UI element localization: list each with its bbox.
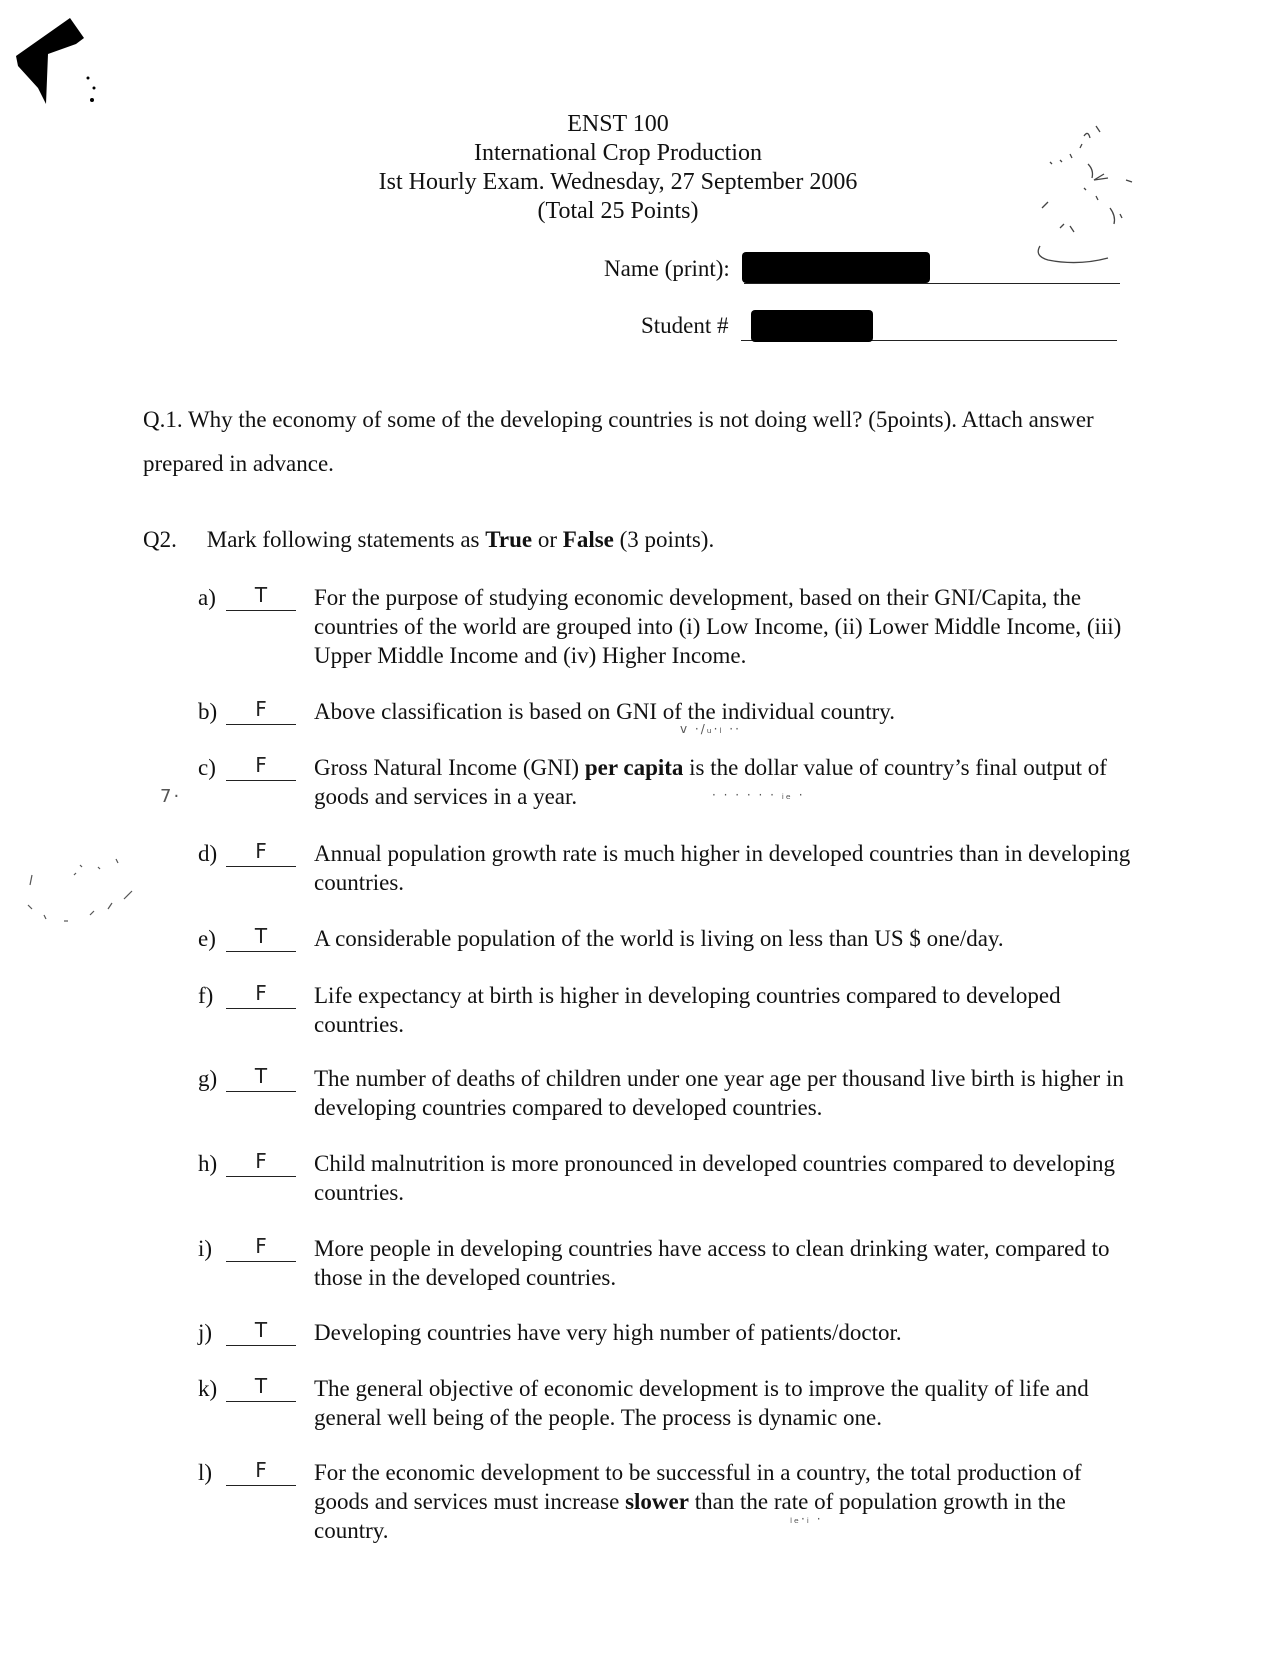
statement-text: Child malnutrition is more pronounced in developed countries compared to developing countries. (314, 1151, 1115, 1205)
statement-text-bold: slower (625, 1489, 689, 1514)
exam-info: Ist Hourly Exam. Wednesday, 27 September 2006 (378, 169, 858, 195)
question-2-heading (143, 527, 714, 553)
item-label: i) (198, 1236, 213, 1261)
answer-blank[interactable]: T (226, 924, 296, 952)
statement-text-end: is the dollar value of country’s final output of goods and services in a year. (314, 755, 1107, 809)
q2-false-word: False (562, 527, 614, 552)
answer-blank[interactable]: T (226, 1318, 296, 1346)
handwritten-note-c: · · · · · · ᵢₑ · (712, 788, 805, 802)
item-label: g) (198, 1066, 218, 1091)
total-points: (Total 25 Points) (537, 198, 699, 224)
item-label: d) (198, 841, 218, 866)
statement-text: More people in developing countries have access to clean drinking water, compared to those in the developed countries. (314, 1236, 1110, 1290)
answer-blank[interactable]: F (226, 697, 296, 725)
statement-text: Developing countries have very high number of patients/doctor. (314, 1320, 902, 1345)
student-number-redaction (751, 310, 873, 342)
student-number-label: Student # (641, 313, 729, 338)
margin-note-c: 7· (160, 786, 182, 807)
item-label: a) (198, 585, 216, 610)
name-label: Name (print): (604, 256, 730, 281)
answer-blank[interactable]: F (226, 1458, 296, 1486)
item-label: e) (198, 926, 216, 951)
item-label: c) (198, 755, 216, 780)
answer-blank[interactable]: T (226, 583, 296, 611)
course-code: ENST 100 (567, 111, 669, 137)
statement-text: The general objective of economic development is to improve the quality of life and general well being of the people. The process is dynamic one. (314, 1376, 1089, 1430)
answer-blank[interactable]: F (226, 753, 296, 781)
item-label: k) (198, 1376, 218, 1401)
statement-text (314, 1458, 1134, 1545)
q1-number: Q.1. (143, 407, 183, 432)
answer-blank[interactable]: T (226, 1064, 296, 1092)
margin-scribble (20, 855, 140, 945)
answer-blank[interactable]: F (226, 1149, 296, 1177)
name-redaction (742, 252, 930, 283)
q2-prefix: Mark following statements as (206, 527, 480, 552)
item-label: l) (198, 1460, 213, 1485)
q2-true-word: True (485, 527, 533, 552)
item-label: f) (198, 983, 214, 1008)
scanner-corner-mark (8, 8, 98, 108)
statement-text-end: than the rate of population growth in the country. (314, 1489, 1066, 1543)
student-number-field (641, 313, 1121, 343)
statement-text: Life expectancy at birth is higher in developing countries compared to developed countries. (314, 983, 1061, 1037)
answer-blank[interactable]: F (226, 839, 296, 867)
q2-suffix: (3 points). (619, 527, 715, 552)
answer-blank[interactable]: F (226, 981, 296, 1009)
statement-text-bold: per capita (584, 755, 684, 780)
item-label: j) (198, 1320, 213, 1345)
answer-blank[interactable]: T (226, 1374, 296, 1402)
name-underline (744, 283, 1120, 284)
q2-or-word: or (537, 527, 558, 552)
statement-text: Annual population growth rate is much higher in developed countries than in developing countries. (314, 841, 1131, 895)
name-field (604, 256, 1124, 286)
course-title: International Crop Production (474, 140, 762, 166)
statement-text: Above classification is based on GNI of the individual country. (314, 699, 896, 724)
item-label: h) (198, 1151, 218, 1176)
statement-text: A considerable population of the world is living on less than US $ one/day. (314, 926, 1004, 951)
handwritten-note-b: v ·/ᵤ·ₗ ·· (680, 722, 741, 736)
handwritten-note-l: ₗₑ·ᵢ · (790, 1512, 823, 1526)
statement-text-start: Gross Natural Income (GNI) (314, 755, 580, 780)
statement-text (314, 753, 1134, 811)
statement-text: The number of deaths of children under one year age per thousand live birth is higher in developing countries compared to developed countries. (314, 1066, 1124, 1120)
question-1 (143, 398, 1143, 486)
q1-text: Why the economy of some of the developing countries is not doing well? (5points). Attach answer prepared in advance. (143, 407, 1094, 476)
q2-number: Q2. (143, 527, 177, 552)
item-label: b) (198, 699, 218, 724)
statement-text-start: For the economic development to be successful in a country, the total production of goods and services must increase (314, 1460, 1082, 1514)
statement-text: For the purpose of studying economic development, based on their GNI/Capita, the countries of the world are grouped into (i) Low Income, (ii) Lower Middle Income, (iii) Upper Middle Income and (iv) Higher Income. (314, 585, 1122, 668)
answer-blank[interactable]: F (226, 1234, 296, 1262)
